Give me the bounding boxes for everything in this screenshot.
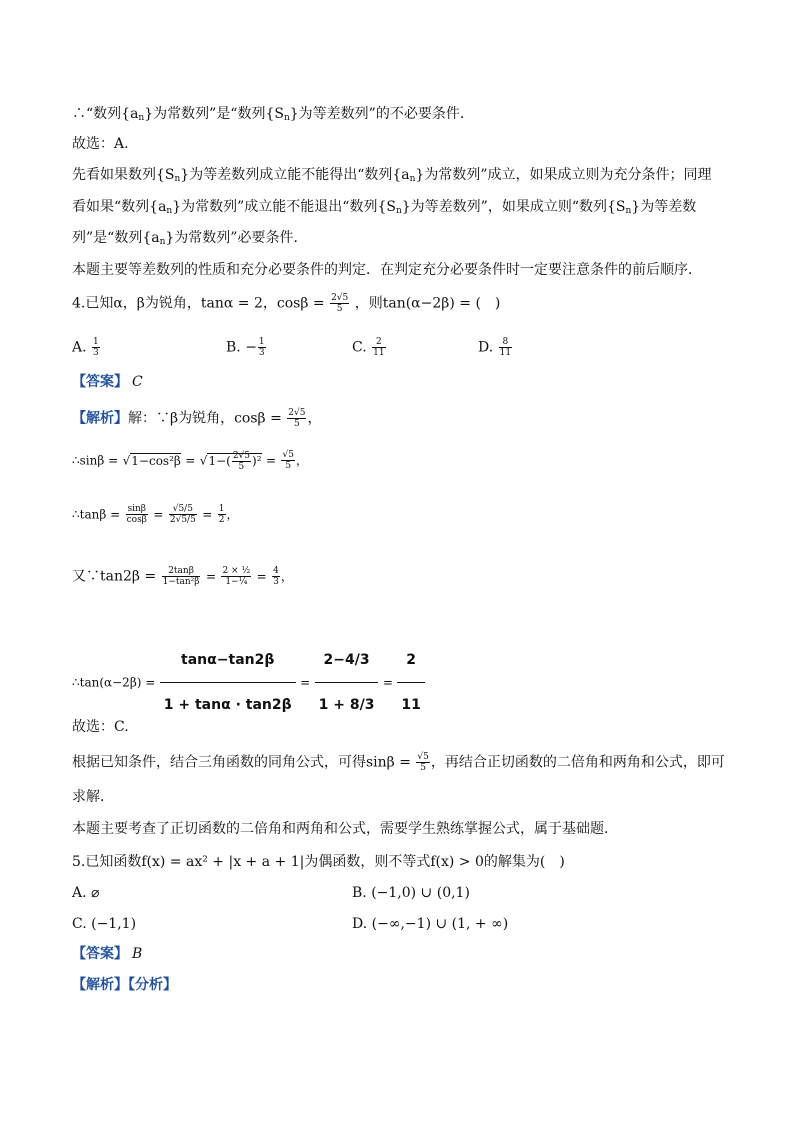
denominator: 3 bbox=[273, 577, 279, 587]
text: ， bbox=[307, 410, 322, 427]
fraction bbox=[330, 293, 349, 314]
text: ∴tan(α−2β) = bbox=[72, 675, 156, 690]
option-c bbox=[352, 337, 387, 358]
fraction bbox=[372, 337, 385, 358]
denominator: 11 bbox=[499, 348, 512, 358]
text: 解：∵β为锐角，cosβ = bbox=[128, 410, 282, 427]
text: ， bbox=[295, 453, 308, 468]
subscript: n bbox=[159, 237, 166, 247]
option-d: D. (−∞,−1) ∪ (1, + ∞) bbox=[352, 916, 509, 932]
note-line bbox=[72, 752, 725, 773]
text: }为等差数 bbox=[631, 199, 697, 215]
text: ，再结合正切函数的二倍角和两角和公式，即可 bbox=[430, 754, 725, 771]
equals: = bbox=[256, 569, 267, 584]
numerator: 2√5 bbox=[232, 450, 251, 461]
text-line: 本题主要等差数列的性质和充分必要条件的判定．在判定充分必要条件时一定要注意条件的前后顺序． bbox=[72, 262, 702, 278]
question-5-stem: 5.已知函数f(x) = ax² + |x + a + 1|为偶函数，则不等式f(x) > 0的解集为( ) bbox=[72, 854, 565, 870]
equals: = bbox=[265, 453, 277, 468]
question-4-stem bbox=[72, 293, 500, 314]
answer-value: B bbox=[132, 946, 143, 962]
denominator: 5 bbox=[285, 461, 292, 471]
fraction bbox=[232, 451, 251, 472]
option-b: B. (−1,0) ∪ (0,1) bbox=[352, 885, 470, 901]
denominator: 1 + tanα · tan2β bbox=[163, 697, 292, 713]
fraction bbox=[281, 450, 294, 471]
subscript: n bbox=[166, 206, 173, 216]
answer-value: C bbox=[132, 374, 143, 390]
text: }为等差数列”的不必要条件． bbox=[289, 106, 474, 122]
numerator: 2 × ½ bbox=[222, 566, 251, 576]
fraction bbox=[397, 638, 424, 727]
text-line bbox=[72, 104, 474, 128]
fraction bbox=[416, 752, 429, 773]
solution-step-tan bbox=[72, 504, 239, 525]
denominator: 1−¼ bbox=[225, 577, 248, 587]
numerator: 8 bbox=[499, 337, 512, 348]
text: 先看如果数列{S bbox=[72, 167, 175, 183]
fraction bbox=[315, 638, 379, 727]
subscript: n bbox=[174, 174, 181, 184]
equals: = bbox=[202, 507, 213, 522]
denominator: 1 + 8/3 bbox=[318, 697, 375, 713]
numerator: 2√5 bbox=[288, 408, 306, 418]
numerator: 1 bbox=[218, 504, 225, 514]
option-label: C. bbox=[352, 339, 367, 356]
radicand bbox=[207, 450, 262, 472]
radical: √1−cos²β bbox=[122, 453, 181, 468]
option-d bbox=[478, 337, 513, 358]
text-line bbox=[72, 228, 307, 252]
fraction bbox=[499, 337, 512, 358]
denominator: 5 bbox=[238, 461, 245, 472]
text-line bbox=[72, 165, 712, 189]
solution-step-sin bbox=[72, 450, 308, 472]
text: }为常数列”成立，如果成立则为充分条件；同理 bbox=[415, 167, 712, 183]
text: }为等差数列”，如果成立则“数列{S bbox=[401, 199, 626, 215]
denominator: 11 bbox=[401, 697, 421, 713]
text: }为等差数列成立能不能得出“数列{a bbox=[180, 167, 410, 183]
note-line: 求解． bbox=[72, 789, 114, 805]
text: 列”是“数列{a bbox=[72, 230, 160, 246]
denominator: 3 bbox=[258, 348, 265, 358]
denominator: 3 bbox=[93, 348, 99, 358]
subscript: n bbox=[283, 113, 290, 123]
answer-line bbox=[72, 372, 143, 392]
numerator: √5 bbox=[417, 752, 429, 762]
numerator: 2tanβ bbox=[162, 566, 201, 577]
text-line bbox=[72, 197, 696, 221]
equals: = bbox=[382, 675, 393, 690]
fraction bbox=[272, 566, 280, 587]
denominator: 5 bbox=[336, 304, 343, 314]
numerator: 2 bbox=[372, 337, 385, 348]
answer-tag: 【答案】 bbox=[72, 946, 128, 962]
fraction bbox=[162, 566, 201, 587]
denominator: 1−tan²β bbox=[162, 577, 200, 587]
subscript: n bbox=[138, 113, 145, 123]
option-label: B. − bbox=[226, 339, 257, 356]
fraction bbox=[160, 638, 296, 727]
numerator: 2 bbox=[397, 638, 424, 683]
text: 又∵tan2β = bbox=[72, 568, 157, 585]
text: ，则tan(α−2β) = ( ) bbox=[354, 295, 501, 312]
denominator: 5 bbox=[294, 419, 300, 429]
radical: √1−( $\frac{2√5}{5}$ )² bbox=[199, 450, 262, 472]
note-line: 本题主要考查了正切函数的二倍角和两角和公式，需要学生熟练掌握公式，属于基础题． bbox=[72, 821, 618, 837]
fraction bbox=[92, 337, 100, 358]
subscript: n bbox=[625, 206, 632, 216]
text: 4.已知α，β为锐角，tanα = 2，cosβ = bbox=[72, 295, 325, 312]
numerator: 1 bbox=[258, 337, 265, 347]
text: }为常数列”是“数列{S bbox=[144, 106, 284, 122]
numerator: tanα−tan2β bbox=[160, 638, 296, 683]
text: 1−( bbox=[208, 453, 231, 468]
option-label: A. bbox=[72, 339, 87, 356]
numerator: √5/5 bbox=[169, 504, 197, 515]
option-c: C. (−1,1) bbox=[72, 916, 137, 932]
radicand: 1−cos²β bbox=[131, 453, 181, 468]
fraction bbox=[126, 504, 148, 525]
text: ∴tanβ = bbox=[72, 507, 121, 522]
fraction bbox=[218, 504, 226, 525]
answer-line bbox=[72, 944, 142, 964]
text: )² bbox=[252, 453, 262, 468]
text: 根据已知条件，结合三角函数的同角公式，可得sinβ = bbox=[72, 754, 411, 771]
analysis-tag: 【解析】 bbox=[72, 410, 128, 427]
analysis-line bbox=[72, 975, 177, 995]
numerator: sinβ bbox=[127, 504, 146, 514]
analysis-line bbox=[72, 408, 321, 429]
choose-line: 故选：C. bbox=[72, 719, 129, 735]
option-b bbox=[226, 337, 267, 358]
text-line: 故选：A. bbox=[72, 136, 129, 152]
answer-tag: 【答案】 bbox=[72, 374, 128, 390]
analysis-tag: 【解析】【分析】 bbox=[72, 977, 177, 993]
subscript: n bbox=[395, 206, 402, 216]
option-a bbox=[72, 337, 101, 358]
option-label: D. bbox=[478, 339, 494, 356]
text: }为常数列”必要条件． bbox=[165, 230, 308, 246]
denominator: 11 bbox=[373, 348, 385, 358]
option-a: A. ⌀ bbox=[72, 885, 100, 901]
fraction bbox=[287, 408, 306, 429]
equals: = bbox=[205, 569, 216, 584]
text: ， bbox=[280, 569, 293, 584]
denominator: 2√5/5 bbox=[169, 515, 196, 525]
numerator: 1 bbox=[93, 337, 99, 347]
fraction bbox=[258, 337, 266, 358]
text: }为常数列”成立能不能退出“数列{S bbox=[172, 199, 396, 215]
text: ∴sinβ = bbox=[72, 453, 119, 468]
fraction bbox=[169, 504, 197, 525]
denominator: 5 bbox=[420, 763, 426, 773]
numerator: 2√5 bbox=[331, 293, 349, 303]
equals: = bbox=[153, 507, 164, 522]
text: ， bbox=[226, 507, 239, 522]
numerator: √5 bbox=[282, 450, 294, 460]
denominator: 2 bbox=[218, 515, 225, 525]
fraction bbox=[221, 566, 251, 587]
solution-step-tan2b bbox=[72, 566, 293, 587]
subscript: n bbox=[409, 174, 416, 184]
numerator: 2−4/3 bbox=[315, 638, 379, 683]
numerator: 4 bbox=[273, 566, 279, 576]
denominator: cosβ bbox=[126, 515, 147, 525]
equals: = bbox=[300, 675, 311, 690]
text: 看如果“数列{a bbox=[72, 199, 167, 215]
text: ∴“数列{a bbox=[72, 106, 139, 122]
solution-step-final bbox=[72, 638, 425, 727]
equals: = bbox=[185, 453, 196, 468]
